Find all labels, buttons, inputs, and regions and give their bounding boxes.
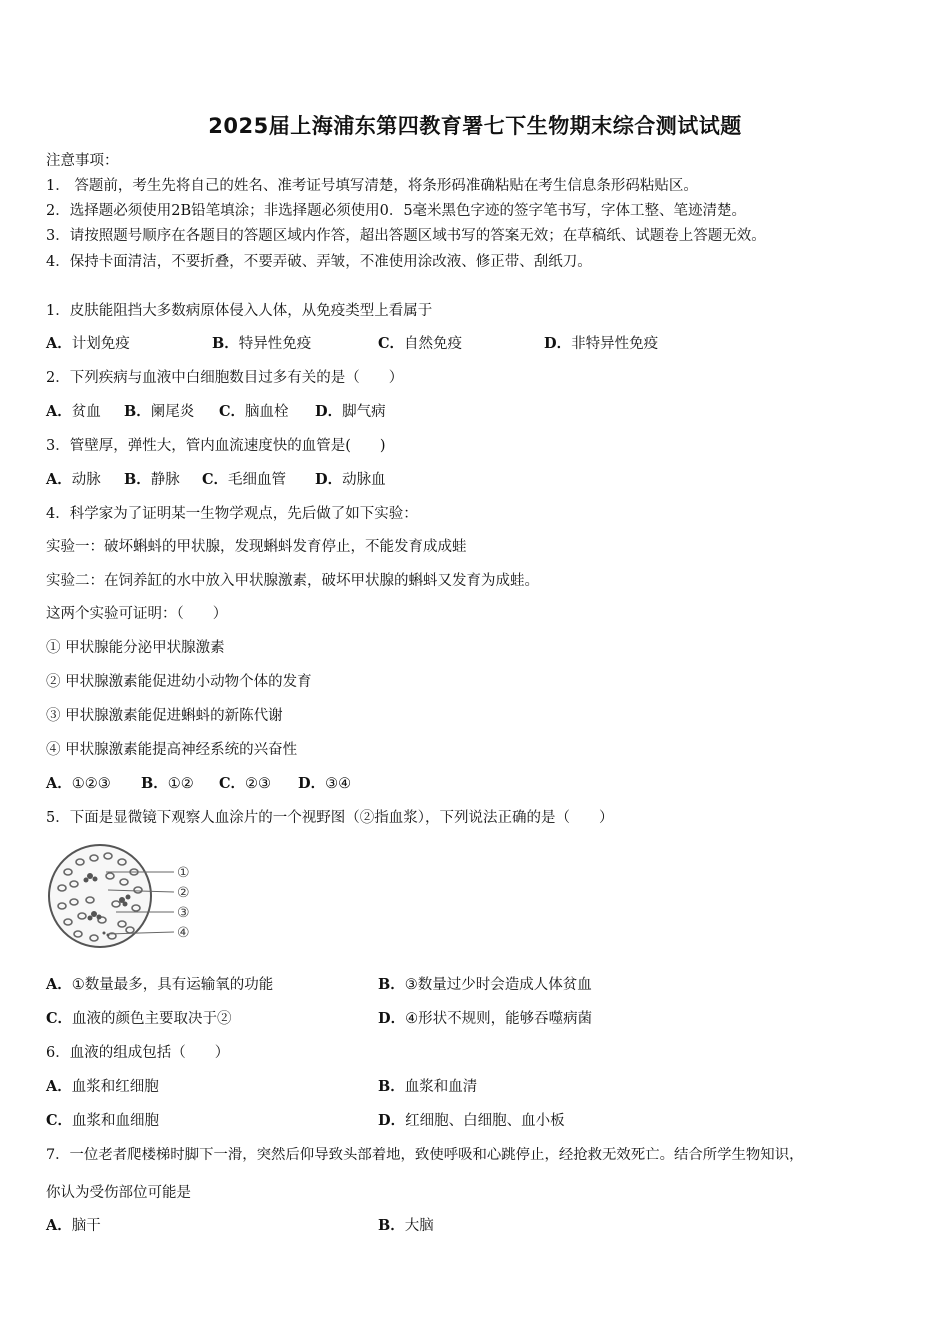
q1-option-c[interactable]: C．自然免疫 [378,335,463,352]
q6-option-a[interactable]: A．血浆和红细胞 [46,1078,159,1095]
statement-4: ④ 甲状腺激素能提高神经系统的兴奋性 [46,742,298,758]
question-1-stem: 1．皮肤能阻挡大多数病原体侵入人体，从免疫类型上看属于 [46,303,433,319]
figure-label-3: ③ [177,905,190,921]
q3-option-a[interactable]: A．动脉 [46,471,101,488]
notice-item: 1． 答题前，考生先将自己的姓名、准考证号填写清楚，将条形码准确粘贴在考生信息条形码粘贴区。 [46,178,698,194]
question-4-stem: 4．科学家为了证明某一生物学观点，先后做了如下实验： [46,506,418,522]
q1-option-d[interactable]: D．非特异性免疫 [544,335,659,352]
q2-option-c[interactable]: C．脑血栓 [219,403,289,420]
statement-1: ① 甲状腺能分泌甲状腺激素 [46,640,225,656]
q6-option-b[interactable]: B．血浆和血清 [378,1078,478,1095]
statement-2: ② 甲状腺激素能促进幼小动物个体的发育 [46,674,312,690]
q2-option-a[interactable]: A．贫血 [46,403,101,420]
question-5-stem: 5．下面是显微镜下观察人血涂片的一个视野图（②指血浆），下列说法正确的是（ ） [46,810,614,826]
question-3-stem: 3．管壁厚，弹性大，管内血流速度快的血管是( ) [46,438,386,454]
q5-option-b[interactable]: B．③数量过少时会造成人体贫血 [378,976,592,993]
notice-item: 4．保持卡面清洁，不要折叠，不要弄破、弄皱，不准使用涂改液、修正带、刮纸刀。 [46,254,592,270]
question-6-stem: 6．血液的组成包括（ ） [46,1045,230,1061]
figure-label-4: ④ [177,925,190,941]
statement-3: ③ 甲状腺激素能促进蝌蚪的新陈代谢 [46,708,283,724]
figure-label-2: ② [177,885,190,901]
q7-option-b[interactable]: B．大脑 [378,1217,434,1234]
notice-item: 3．请按照题号顺序在各题目的答题区域内作答，超出答题区域书写的答案无效；在草稿纸、试题卷上答题无效。 [46,228,766,244]
notice-item: 2．选择题必须使用2B铅笔填涂；非选择题必须使用0．5毫米黑色字迹的签字笔书写，字体工整、笔迹清楚。 [46,203,747,219]
question-4-prompt: 这两个实验可证明：（ ） [46,606,228,622]
q5-option-a[interactable]: A．①数量最多，具有运输氧的功能 [46,976,274,993]
q2-option-b[interactable]: B．阑尾炎 [124,403,195,420]
figure-label-1: ① [177,865,190,881]
question-7-stem-cont: 你认为受伤部位可能是 [46,1185,191,1201]
q4-option-d[interactable]: D．③④ [298,775,352,792]
q6-option-c[interactable]: C．血浆和血细胞 [46,1112,160,1129]
experiment-1: 实验一：破坏蝌蚪的甲状腺，发现蝌蚪发育停止，不能发育成成蛙 [46,539,467,555]
experiment-2: 实验二：在饲养缸的水中放入甲状腺激素，破坏甲状腺的蝌蚪又发育为成蛙。 [46,573,539,589]
q1-option-a[interactable]: A．计划免疫 [46,335,130,352]
q3-option-d[interactable]: D．动脉血 [315,471,386,488]
q3-option-c[interactable]: C．毛细血管 [202,471,287,488]
question-7-stem: 7．一位老者爬楼梯时脚下一滑，突然后仰导致头部着地，致使呼吸和心跳停止，经抢救无效死亡。结合所学生物知识， [46,1147,804,1163]
notice-heading: 注意事项： [46,153,119,169]
q4-option-c[interactable]: C．②③ [219,775,272,792]
page-title: 2025届上海浦东第四教育署七下生物期末综合测试试题 [208,114,742,138]
q5-option-c[interactable]: C．血液的颜色主要取决于② [46,1010,232,1027]
q6-option-d[interactable]: D．红细胞、白细胞、血小板 [378,1112,565,1129]
question-2-stem: 2．下列疾病与血液中白细胞数目过多有关的是（ ） [46,370,404,386]
q3-option-b[interactable]: B．静脉 [124,471,180,488]
q7-option-a[interactable]: A．脑干 [46,1217,101,1234]
q4-option-a[interactable]: A．①②③ [46,775,111,792]
q5-option-d[interactable]: D．④形状不规则，能够吞噬病菌 [378,1010,593,1027]
blood-smear-figure [46,842,206,954]
q2-option-d[interactable]: D．脚气病 [315,403,386,420]
q4-option-b[interactable]: B．①② [141,775,194,792]
q1-option-b[interactable]: B．特异性免疫 [212,335,312,352]
